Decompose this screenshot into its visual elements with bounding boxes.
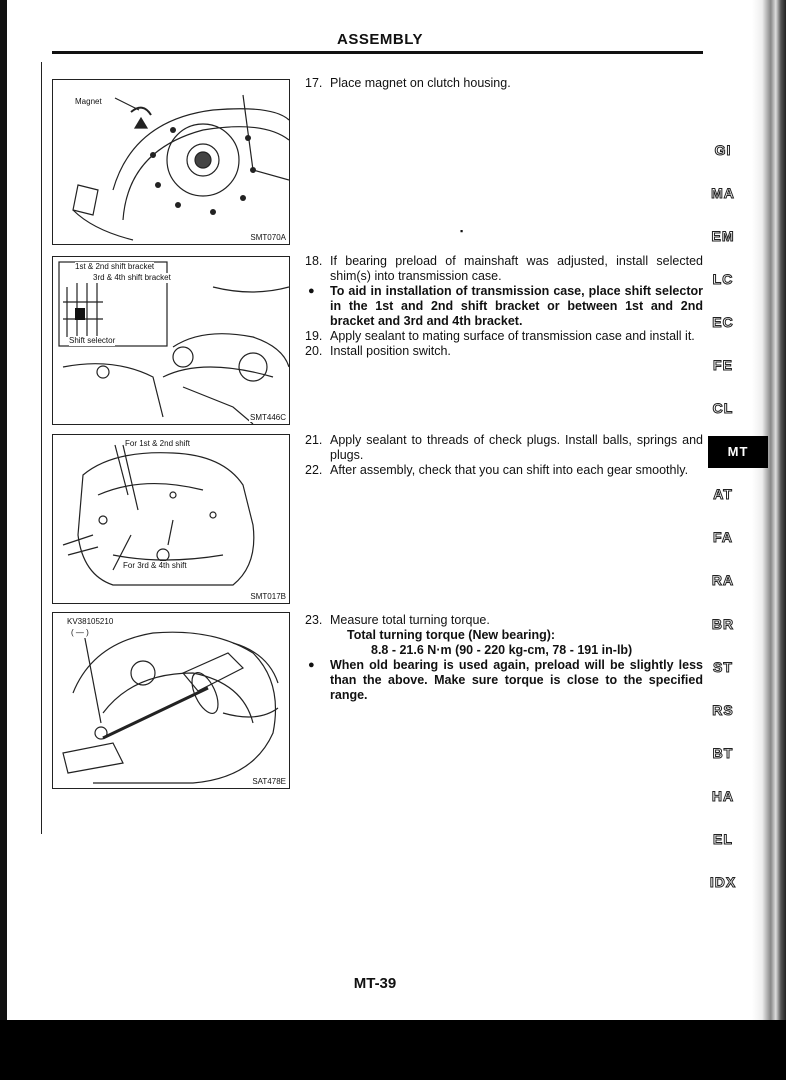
tab-at[interactable]: AT [713, 486, 733, 502]
step-17 [305, 76, 703, 91]
step-17-section [305, 76, 703, 91]
torque-spec-value: 8.8 - 21.6 N·m (90 - 220 kg-cm, 78 - 191 in-lb) [371, 643, 633, 657]
tab-idx[interactable]: IDX [709, 874, 737, 890]
note-text: To aid in installation of transmission case, place shift selector in the 1st and 2nd shift bracket or between 1st and 2nd bracket and 3rd and 4th bracket. [330, 284, 703, 328]
tab-gi[interactable]: GI [714, 142, 732, 158]
figure-turning-torque [52, 612, 290, 789]
step-23-note [305, 658, 703, 703]
figure-label: For 3rd & 4th shift [123, 561, 187, 570]
step-text: Install position switch. [330, 344, 451, 358]
page-number: MT-39 [353, 975, 397, 992]
step-19 [305, 329, 703, 344]
tab-mt[interactable]: MT [708, 436, 768, 468]
step-text: Measure total turning torque. [330, 613, 490, 627]
tab-ec[interactable]: EC [712, 314, 734, 330]
figure-label: Magnet [75, 97, 102, 106]
tab-st[interactable]: ST [713, 659, 733, 675]
step-number: 22. [305, 463, 323, 477]
figure-label: 3rd & 4th shift bracket [93, 273, 171, 282]
bullet-icon: ● [308, 659, 315, 671]
tab-fe[interactable]: FE [713, 357, 733, 373]
step-23 [305, 613, 703, 628]
scan-speck: ▪ [460, 226, 464, 236]
tab-em[interactable]: EM [711, 228, 735, 244]
scan-right-edge [752, 0, 786, 1020]
step-20 [305, 344, 703, 359]
tab-ma[interactable]: MA [711, 185, 735, 201]
tab-cl[interactable]: CL [712, 400, 734, 416]
figure-label: For 1st & 2nd shift [125, 439, 190, 448]
tab-fa[interactable]: FA [713, 529, 733, 545]
step-21 [305, 433, 703, 463]
torque-spec-title: Total turning torque (New bearing): [347, 628, 556, 642]
tab-br[interactable]: BR [711, 616, 735, 632]
check-plug-illustration [53, 435, 289, 603]
bullet-icon: ● [308, 285, 315, 297]
tab-ha[interactable]: HA [711, 788, 735, 804]
scan-bottom-band [0, 1020, 786, 1080]
step-number: 23. [305, 613, 323, 627]
step-text: Apply sealant to threads of check plugs. Install balls, springs and plugs. [330, 433, 703, 462]
step-23-section [305, 613, 703, 703]
figure-code: SMT070A [250, 233, 286, 242]
figure-code: SAT478E [252, 777, 286, 786]
steps-18-20-section [305, 254, 703, 359]
note-text: When old bearing is used again, preload will be slightly less than the above. Make sure torque is close to the specified range. [330, 658, 703, 702]
tab-lc[interactable]: LC [712, 271, 734, 287]
step-number: 19. [305, 329, 323, 343]
figure-label: Shift selector [69, 336, 116, 345]
figure-label: ( — ) [71, 628, 89, 637]
tab-el[interactable]: EL [713, 831, 733, 847]
page-title: ASSEMBLY [337, 31, 423, 48]
step-number: 20. [305, 344, 323, 358]
step-text: Place magnet on clutch housing. [330, 76, 511, 90]
figure-code: SMT446C [249, 413, 286, 422]
tab-bt[interactable]: BT [712, 745, 734, 761]
figure-shift-brackets [52, 256, 290, 425]
tab-rs[interactable]: RS [712, 702, 734, 718]
step-number: 17. [305, 76, 323, 90]
step-number: 21. [305, 433, 323, 447]
tab-ra[interactable]: RA [711, 572, 735, 588]
step-number: 18. [305, 254, 323, 268]
figure-label: KV38105210 [67, 617, 114, 626]
step-text: After assembly, check that you can shift into each gear smoothly. [330, 463, 689, 477]
header-rule [52, 51, 703, 54]
figure-magnet [52, 79, 290, 245]
step-text: Apply sealant to mating surface of transmission case and install it. [330, 329, 695, 343]
figure-code: SMT017B [250, 592, 286, 601]
step-18-note [305, 284, 703, 329]
step-22 [305, 463, 703, 478]
step-18 [305, 254, 703, 284]
steps-21-22-section [305, 433, 703, 478]
left-margin-rule [41, 62, 42, 834]
torque-wrench-illustration [53, 613, 289, 788]
figure-label: 1st & 2nd shift bracket [75, 262, 155, 271]
step-text: If bearing preload of mainshaft was adjusted, install selected shim(s) into transmission case. [330, 254, 703, 283]
scan-left-edge [0, 0, 7, 1080]
figure-check-plugs [52, 434, 290, 604]
